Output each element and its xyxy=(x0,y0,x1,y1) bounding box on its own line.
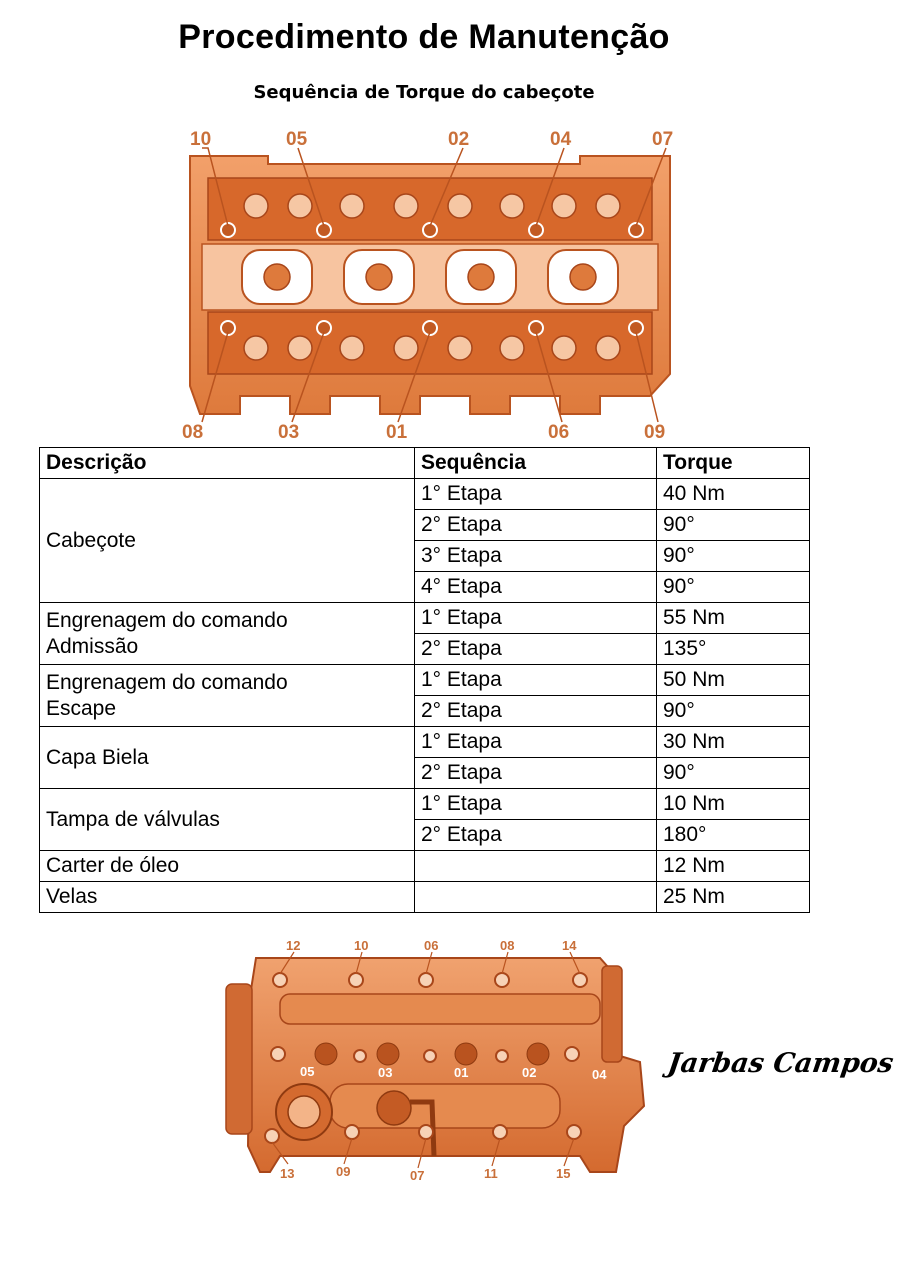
cell-sequencia: 3° Etapa xyxy=(415,541,657,572)
cell-descricao: Capa Biela xyxy=(40,727,415,789)
cell-descricao: Velas xyxy=(40,882,415,913)
cylinder-head-diagram xyxy=(180,126,680,442)
bolt-label: 07 xyxy=(410,1168,425,1183)
bolt-label: 06 xyxy=(424,938,439,953)
cell-descricao: Carter de óleo xyxy=(40,851,415,882)
cell-sequencia xyxy=(415,882,657,913)
bolt-label: 05 xyxy=(300,1064,315,1079)
cell-torque: 30 Nm xyxy=(657,727,810,758)
cell-sequencia: 2° Etapa xyxy=(415,820,657,851)
cell-sequencia: 1° Etapa xyxy=(415,479,657,510)
cell-descricao: Cabeçote xyxy=(40,479,415,603)
cell-torque: 90° xyxy=(657,572,810,603)
bolt-label: 04 xyxy=(592,1067,607,1082)
bolt-label: 12 xyxy=(286,938,301,953)
table-row xyxy=(40,479,810,510)
bolt-label: 02 xyxy=(522,1065,537,1080)
bolt-label: 08 xyxy=(182,422,204,442)
bolt-label: 06 xyxy=(548,422,570,442)
bolt-label: 11 xyxy=(484,1166,498,1181)
table-header-row xyxy=(40,448,810,479)
table-row xyxy=(40,603,810,634)
pcv-valve xyxy=(377,1091,411,1125)
cell-sequencia xyxy=(415,851,657,882)
valve-cover-ridge-bottom xyxy=(330,1084,560,1128)
table-row xyxy=(40,882,810,913)
page-subtitle: Sequência de Torque do cabeçote xyxy=(253,82,595,103)
bolt-label: 03 xyxy=(278,422,300,442)
cover-bottom-labels xyxy=(280,1164,570,1183)
bolt-label: 07 xyxy=(652,129,674,150)
table-row xyxy=(40,851,810,882)
bolt-label: 05 xyxy=(286,129,308,150)
cell-torque: 12 Nm xyxy=(657,851,810,882)
cell-torque: 135° xyxy=(657,634,810,665)
cell-sequencia: 1° Etapa xyxy=(415,603,657,634)
bolt-label: 01 xyxy=(454,1065,469,1080)
cover-top-labels xyxy=(286,938,577,953)
cell-sequencia: 2° Etapa xyxy=(415,510,657,541)
valve-cover-diagram xyxy=(220,936,650,1186)
cell-descricao: Engrenagem do comando Admissão xyxy=(40,603,415,665)
bolt-label: 10 xyxy=(190,129,212,150)
column-header-torque: Torque xyxy=(657,448,810,479)
cell-torque: 90° xyxy=(657,541,810,572)
column-header-descricao: Descrição xyxy=(40,448,415,479)
cell-torque: 90° xyxy=(657,510,810,541)
cell-sequencia: 2° Etapa xyxy=(415,634,657,665)
valve-cover-ridge-top xyxy=(280,994,600,1024)
bolt-label: 13 xyxy=(280,1166,295,1181)
head-bottom-labels xyxy=(182,422,665,442)
bolt-label: 15 xyxy=(556,1166,571,1181)
cell-torque: 90° xyxy=(657,696,810,727)
table-row xyxy=(40,727,810,758)
cell-torque: 50 Nm xyxy=(657,665,810,696)
bolt-label: 04 xyxy=(550,129,572,150)
bolt-label: 03 xyxy=(378,1065,393,1080)
bolt-label: 08 xyxy=(500,938,515,953)
bolt-label: 09 xyxy=(644,422,666,442)
bolt-label: 09 xyxy=(336,1164,351,1179)
cell-sequencia: 1° Etapa xyxy=(415,789,657,820)
author-signature: Jarbas Campos xyxy=(665,1048,896,1079)
head-top-labels xyxy=(190,129,673,150)
bolt-label: 14 xyxy=(562,938,577,953)
bolt-label: 01 xyxy=(386,422,408,442)
cell-sequencia: 1° Etapa xyxy=(415,727,657,758)
cell-sequencia: 1° Etapa xyxy=(415,665,657,696)
cell-descricao: Tampa de válvulas xyxy=(40,789,415,851)
cell-sequencia: 2° Etapa xyxy=(415,758,657,789)
cell-torque: 40 Nm xyxy=(657,479,810,510)
page-title: Procedimento de Manutenção xyxy=(178,18,670,56)
valve-cover-gear-left xyxy=(226,984,252,1134)
cell-torque: 180° xyxy=(657,820,810,851)
cell-torque: 10 Nm xyxy=(657,789,810,820)
cell-sequencia: 2° Etapa xyxy=(415,696,657,727)
cell-sequencia: 4° Etapa xyxy=(415,572,657,603)
table-row xyxy=(40,665,810,696)
cell-torque: 90° xyxy=(657,758,810,789)
cell-torque: 25 Nm xyxy=(657,882,810,913)
column-header-sequencia: Sequência xyxy=(415,448,657,479)
valve-cover-gear-right xyxy=(602,966,622,1062)
torque-table-body xyxy=(40,479,810,913)
cell-torque: 55 Nm xyxy=(657,603,810,634)
bolt-label: 10 xyxy=(354,938,369,953)
table-row xyxy=(40,789,810,820)
bolt-label: 02 xyxy=(448,129,470,150)
cell-descricao: Engrenagem do comando Escape xyxy=(40,665,415,727)
torque-table xyxy=(39,447,810,913)
